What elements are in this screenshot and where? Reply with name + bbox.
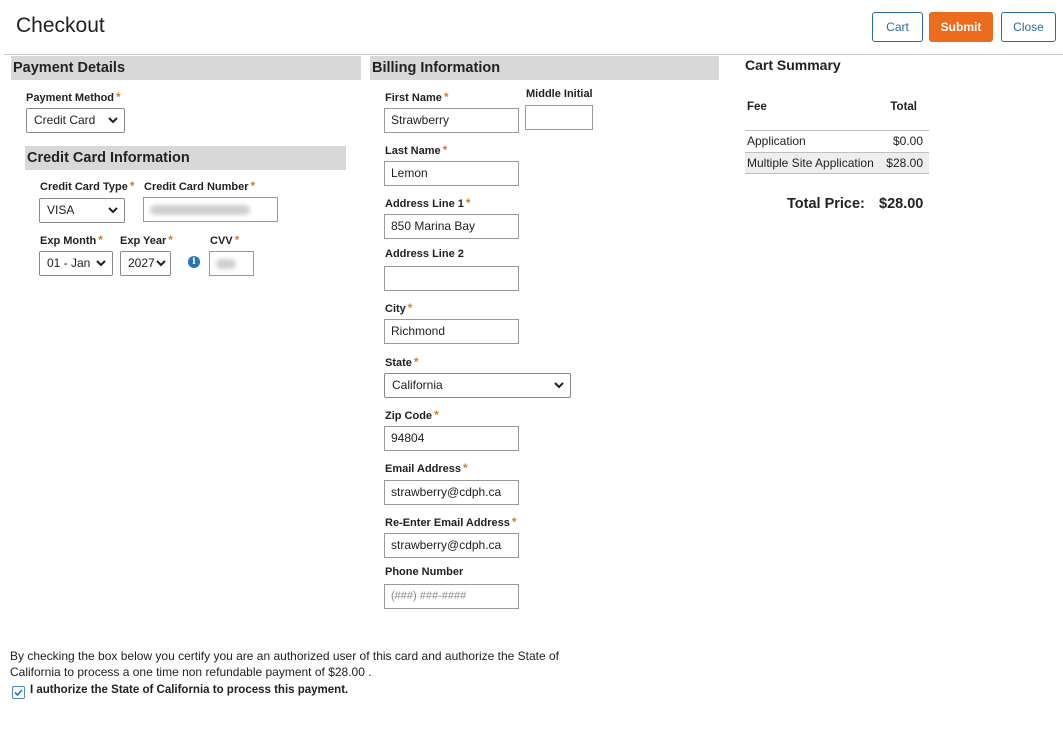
cart-summary-title: Cart Summary (745, 57, 841, 73)
billing-info-heading: Billing Information (370, 56, 719, 80)
submit-button[interactable]: Submit (929, 12, 993, 42)
zip-code-label-text: Zip Code (385, 410, 433, 422)
chevron-down-icon (95, 257, 107, 269)
page-header (4, 4, 1063, 55)
page-title: Checkout (16, 14, 105, 37)
authorization-statement: By checking the box below you certify you are an authorized user of this card and authorize the State of California to process a one time non refundable payment of $28.00 . (10, 649, 559, 679)
card-type-label (40, 179, 134, 193)
address-line1-label (385, 196, 471, 210)
card-type-value: VISA (47, 203, 75, 217)
chevron-down-icon (553, 379, 565, 391)
zip-code-input[interactable]: 94804 (384, 426, 519, 451)
payment-method-label (26, 90, 121, 104)
fee-name: Application (747, 134, 806, 148)
reenter-email-label-text: Re-Enter Email Address (385, 517, 510, 529)
email-input[interactable]: strawberry@cdph.ca (384, 480, 519, 505)
state-label-text: State (385, 357, 412, 369)
payment-method-value: Credit Card (34, 113, 96, 127)
required-mark: * (465, 196, 471, 210)
required-mark: * (129, 179, 135, 193)
first-name-label (385, 90, 449, 104)
payment-method-select[interactable] (26, 108, 125, 133)
card-number-input[interactable] (143, 197, 278, 222)
exp-month-value: 01 - Jan (47, 256, 91, 270)
table-row (745, 130, 929, 152)
email-label-text: Email Address (385, 463, 462, 475)
required-mark: * (443, 90, 449, 104)
card-number-label (144, 179, 255, 193)
phone-number-label: Phone Number (385, 566, 464, 578)
exp-year-label (120, 233, 173, 247)
info-icon[interactable]: i (188, 256, 200, 268)
checkmark-icon (13, 687, 24, 698)
exp-month-label (40, 233, 103, 247)
card-number-label-text: Credit Card Number (144, 181, 249, 193)
total-price-value: $28.00 (879, 196, 924, 212)
exp-month-select[interactable] (39, 251, 113, 276)
required-mark: * (116, 90, 121, 104)
first-name-label-text: First Name (385, 92, 442, 104)
chevron-down-icon (155, 257, 167, 269)
address-line2-input[interactable] (384, 266, 519, 291)
required-mark: * (407, 301, 413, 315)
payment-details-heading: Payment Details (11, 56, 361, 80)
total-column-header: Total (890, 101, 917, 113)
payment-method-label-text: Payment Method (26, 92, 115, 104)
state-select[interactable] (384, 373, 571, 398)
table-row (745, 152, 929, 174)
address-line1-input[interactable]: 850 Marina Bay (384, 214, 519, 239)
last-name-label (385, 143, 447, 157)
authorize-checkbox[interactable] (12, 686, 25, 699)
state-value: California (392, 378, 443, 392)
redacted-cvv (216, 259, 236, 269)
fee-name: Multiple Site Application (747, 156, 874, 170)
reenter-email-input[interactable]: strawberry@cdph.ca (384, 533, 519, 558)
address-line2-label: Address Line 2 (385, 248, 464, 260)
zip-code-label (385, 408, 439, 422)
chevron-down-icon (107, 114, 119, 126)
cart-button[interactable]: Cart (872, 12, 923, 42)
cvv-input[interactable] (209, 251, 254, 276)
required-mark: * (442, 143, 448, 157)
middle-initial-label: Middle Initial (526, 88, 593, 100)
city-input[interactable]: Richmond (384, 319, 519, 344)
exp-month-label-text: Exp Month (40, 235, 97, 247)
total-price-label: Total Price: (787, 196, 865, 212)
city-label-text: City (385, 303, 406, 315)
card-type-label-text: Credit Card Type (40, 181, 128, 193)
exp-year-select[interactable] (120, 251, 171, 276)
required-mark: * (234, 233, 240, 247)
authorize-checkbox-label[interactable]: I authorize the State of California to process this payment. (30, 684, 349, 696)
middle-initial-input[interactable] (525, 105, 593, 130)
exp-year-label-text: Exp Year (120, 235, 167, 247)
exp-year-value: 2027 (128, 256, 155, 270)
required-mark: * (434, 408, 439, 422)
address-line1-label-text: Address Line 1 (385, 198, 464, 210)
reenter-email-label (385, 515, 517, 529)
required-mark: * (511, 515, 517, 529)
cvv-label-text: CVV (210, 235, 233, 247)
last-name-input[interactable]: Lemon (384, 161, 519, 186)
phone-number-input[interactable]: (###) ###-#### (384, 584, 519, 609)
chevron-down-icon (107, 204, 119, 216)
state-label (385, 355, 419, 369)
fee-amount: $0.00 (892, 134, 923, 148)
required-mark: * (250, 179, 256, 193)
last-name-label-text: Last Name (385, 145, 441, 157)
credit-card-info-heading: Credit Card Information (25, 146, 346, 170)
close-button[interactable]: Close (1001, 12, 1056, 42)
redacted-card-number (150, 205, 250, 215)
fee-amount: $28.00 (886, 156, 923, 170)
card-type-select[interactable] (39, 198, 125, 223)
city-label (385, 301, 412, 315)
email-label (385, 461, 468, 475)
cvv-label (210, 233, 239, 247)
first-name-input[interactable]: Strawberry (384, 108, 519, 133)
fee-column-header: Fee (747, 101, 767, 113)
required-mark: * (98, 233, 103, 247)
required-mark: * (413, 355, 419, 369)
required-mark: * (168, 233, 173, 247)
required-mark: * (463, 461, 468, 475)
